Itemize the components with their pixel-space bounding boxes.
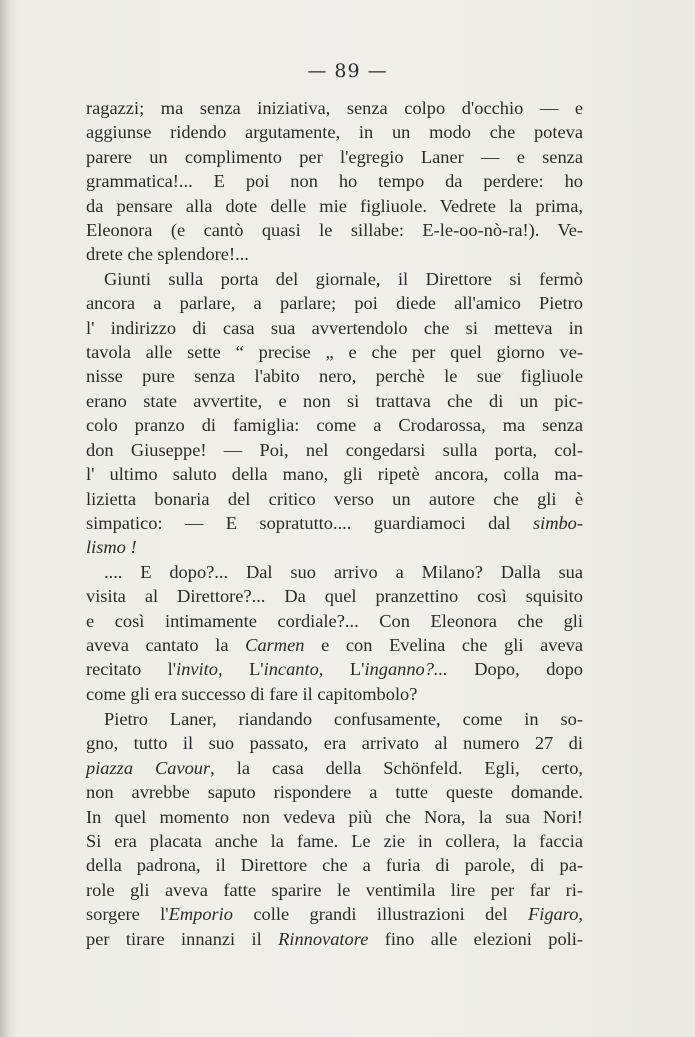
text-line bbox=[86, 657, 583, 681]
text-line: parere un complimento per l'egregio Laner — e senza bbox=[86, 146, 583, 167]
text-line bbox=[86, 535, 583, 559]
page-number: — 89 — bbox=[307, 60, 388, 82]
text-run: per tirare innanzi il bbox=[86, 928, 279, 949]
text-line: visita al Direttore?... Da quel pranzettino così squisito bbox=[86, 586, 583, 607]
text-run: sorgere l' bbox=[86, 904, 169, 925]
italic-run: Carmen bbox=[245, 634, 305, 655]
italic-run: inganno?... bbox=[364, 659, 448, 680]
text-line: tavola alle sette “ precise „ e che per quel giorno ve- bbox=[86, 342, 583, 363]
text-line: della padrona, il Direttore che a furia di parole, di pa- bbox=[86, 855, 583, 876]
binding-edge bbox=[0, 0, 10, 1037]
text-run: colle grandi illustrazioni del bbox=[232, 904, 528, 925]
text-line bbox=[86, 927, 583, 951]
italic-run: simbo- bbox=[532, 512, 583, 533]
text-line: da pensare alla dote delle mie figliuole. Vedrete la prima, bbox=[86, 195, 583, 216]
text-line: Pietro Laner, riandando confusamente, come in so- bbox=[104, 709, 583, 729]
text-line: l' indirizzo di casa sua avvertendolo che si metteva in bbox=[86, 317, 583, 338]
text-run: L' bbox=[222, 659, 264, 680]
text-line: gno, tutto il suo passato, era arrivato al numero 27 di bbox=[86, 733, 583, 754]
text-line: e così intimamente cordiale?... Con Eleonora che gli bbox=[86, 610, 583, 631]
text-block-bottom bbox=[86, 707, 583, 951]
text-line: Si era placata anche la fame. Le zie in collera, la faccia bbox=[86, 831, 583, 852]
text-line: In quel momento non vedeva più che Nora, la sua Nori! bbox=[86, 806, 583, 827]
text-block-top bbox=[86, 96, 583, 706]
text-line: ancora a parlare, a parlare; poi diede all'amico Pietro bbox=[86, 293, 583, 314]
italic-run: Figaro, bbox=[527, 904, 583, 925]
text-run: Dopo, dopo bbox=[447, 659, 583, 680]
italic-run: piazza Cavour bbox=[86, 757, 211, 778]
text-line bbox=[86, 902, 583, 926]
text-line: Giunti sulla porta del giornale, il Direttore si fermò bbox=[104, 268, 583, 289]
text-line: drete che splendore!... bbox=[86, 244, 249, 265]
text-line: erano state avvertite, e non si trattava che di un pic- bbox=[86, 390, 583, 411]
italic-run: Rinnovatore bbox=[278, 928, 369, 949]
text-line: nisse pure senza l'abito nero, perchè le sue figliuole bbox=[86, 366, 583, 387]
text-line: .... E dopo?... Dal suo arrivo a Milano? Dalla sua bbox=[104, 561, 583, 582]
text-line: lizietta bonaria del critico verso un autore che gli è bbox=[86, 488, 583, 509]
italic-run: Emporio bbox=[168, 904, 233, 925]
text-line: Eleonora (e cantò quasi le sillabe: E-le-oo-nò-ra!). Ve- bbox=[86, 220, 583, 241]
text-line: don Giuseppe! — Poi, nel congedarsi sulla porta, col- bbox=[86, 439, 583, 460]
paragraph-4 bbox=[86, 707, 583, 951]
text-line: colo pranzo di famiglia: come a Crodarossa, ma senza bbox=[86, 415, 583, 436]
text-line: ragazzi; ma senza iniziativa, senza colpo d'occhio — e bbox=[86, 98, 583, 118]
text-run: fino alle elezioni poli- bbox=[368, 928, 583, 949]
text-run: recitato l' bbox=[86, 659, 177, 680]
italic-run: lismo ! bbox=[86, 537, 137, 558]
text-run: L' bbox=[323, 659, 365, 680]
text-line bbox=[86, 511, 583, 535]
text-run: , la casa della Schönfeld. Egli, certo, bbox=[210, 757, 583, 778]
text-run: e con Evelina che gli aveva bbox=[304, 634, 583, 655]
text-line bbox=[86, 633, 583, 657]
text-line: grammatica!... E poi non ho tempo da perdere: ho bbox=[86, 171, 583, 192]
text-run: aveva cantato la bbox=[86, 634, 246, 655]
text-line: non avrebbe saputo rispondere a tutte queste domande. bbox=[86, 782, 583, 803]
text-line: role gli aveva fatte sparire le ventimila lire per far ri- bbox=[86, 879, 583, 900]
text-line bbox=[86, 756, 583, 780]
paragraph-2 bbox=[86, 267, 583, 560]
text-line: aggiunse ridendo argutamente, in un modo che poteva bbox=[86, 122, 583, 143]
text-line: come gli era successo di fare il capitombolo? bbox=[86, 683, 418, 704]
paragraph-1 bbox=[86, 96, 583, 267]
text-line: l' ultimo saluto della mano, gli ripetè ancora, colla ma- bbox=[86, 464, 583, 485]
italic-run: incanto, bbox=[263, 659, 324, 680]
paragraph-3 bbox=[86, 560, 583, 706]
text-run: simpatico: — E sopratutto.... guardiamoci dal bbox=[86, 512, 533, 533]
italic-run: invito, bbox=[176, 659, 223, 680]
